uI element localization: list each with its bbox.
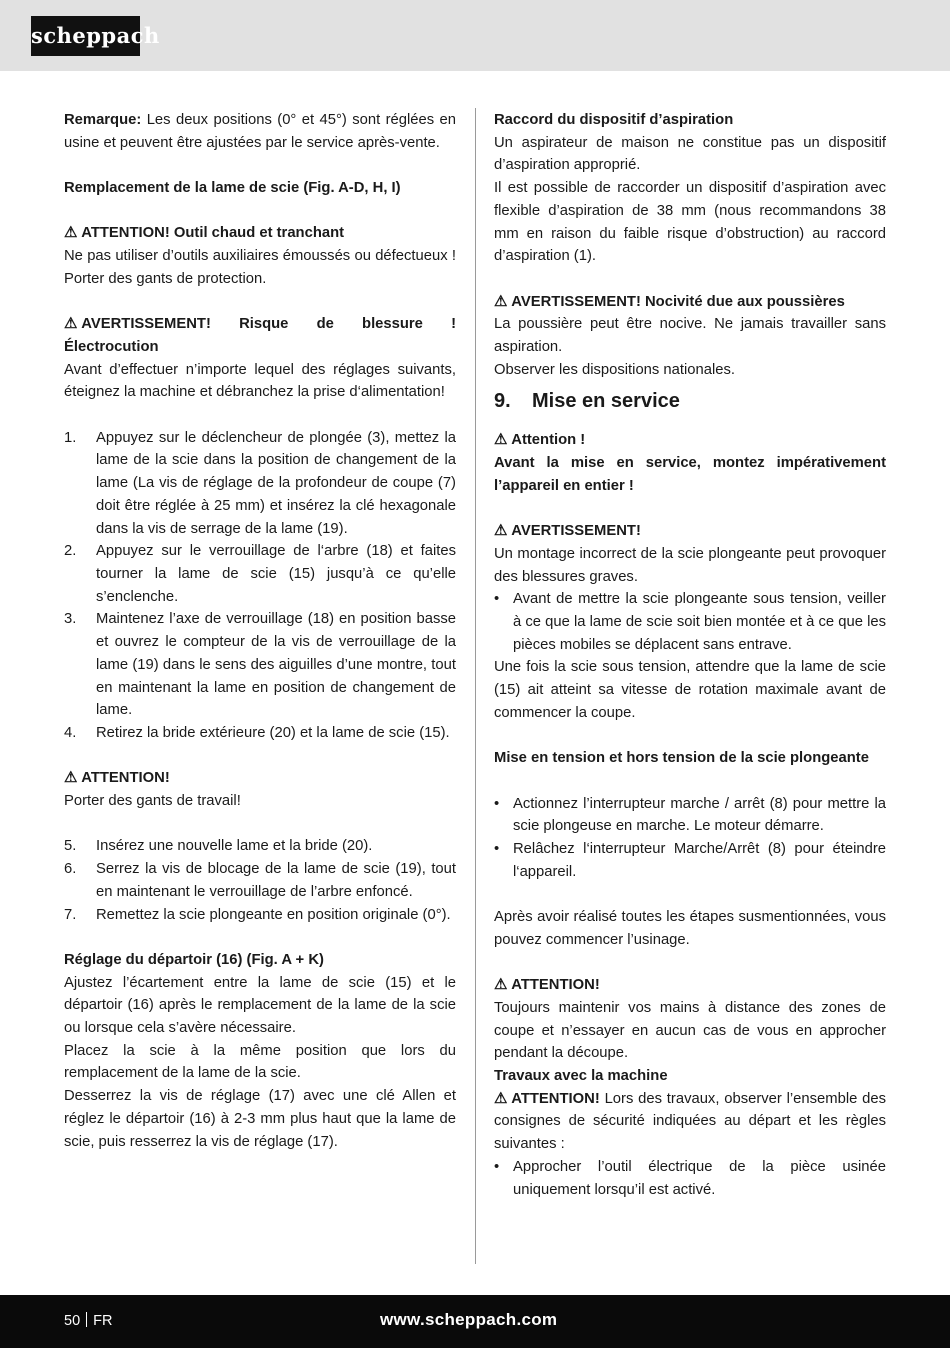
attention-assembly-title: ⚠ Attention ! xyxy=(494,429,886,452)
riving-knife-paragraph-2: Placez la scie à la même position que lors du remplacement de la lame de la scie. xyxy=(64,1042,456,1082)
website-url: www.scheppach.com xyxy=(380,1310,558,1329)
riving-knife-heading: Réglage du départoir (16) (Fig. A + K) xyxy=(64,951,324,968)
right-column xyxy=(494,109,886,1201)
on-off-heading: Mise en tension et hors tension de la scie plongeante xyxy=(494,750,869,767)
attention-hot-sharp-title: ⚠ ATTENTION! Outil chaud et tranchant xyxy=(64,222,456,245)
footer-separator xyxy=(86,1312,87,1327)
list-item: 2. Appuyez sur le verrouillage de l‘arbre (18) et faites tourner la lame de scie (15) jusqu’à ce qu’elle s’enclenche. xyxy=(64,543,456,605)
dust-extraction-paragraph-1: Un aspirateur de maison ne constitue pas un dispositif d’aspiration approprié. xyxy=(494,134,886,174)
list-item: 7. Remettez la scie plongeante en position originale (0°). xyxy=(64,906,451,923)
warning-dust-text-2: Observer les dispositions nationales. xyxy=(494,361,735,378)
warning-injury-title: ⚠ AVERTISSEMENT! Risque de blessure ! Électrocution xyxy=(64,313,456,358)
attention-assembly-text: Avant la mise en service, montez impérativement l’appareil en entier ! xyxy=(494,455,886,494)
on-off-list xyxy=(494,793,886,884)
warning-icon: ⚠ xyxy=(64,225,78,242)
attention-hands-text: Toujours maintenir vos mains à distance des zones de coupe et n’essayer en aucun cas de vous en approcher pendant la découpe. xyxy=(494,999,886,1062)
warning-injury-text: Avant d’effectuer n’importe lequel des réglages suivants, éteignez la machine et débranchez la prise d‘alimentation! xyxy=(64,361,456,401)
section-number: 9. xyxy=(494,390,511,413)
work-attention-paragraph: ⚠ ATTENTION! Lors des travaux, observer l’ensemble des consignes de sécurité indiquées au départ et les règles suivantes : xyxy=(494,1088,886,1156)
dust-extraction-heading: Raccord du dispositif d’aspiration xyxy=(494,112,734,128)
riving-knife-paragraph-3: Desserrez la vis de réglage (17) avec une clé Allen et réglez le départoir (16) à 2-3 mm plus haut que la lame de scie, puis resserrez la vis de réglage (17). xyxy=(64,1088,456,1150)
column-divider xyxy=(475,108,476,1264)
warning-icon: ⚠ xyxy=(494,432,508,449)
list-item: 3. Maintenez l’axe de verrouillage (18) en position basse et ouvrez le compteur de la vis de verrouillage de la lame (19) dans le sens des aiguilles d’une montre, tout en maintenant la lame en position de changement de lame. xyxy=(64,611,456,719)
left-column xyxy=(64,109,456,1153)
list-item: 4. Retirez la bride extérieure (20) et la lame de scie (15). xyxy=(64,724,450,741)
section-title: Mise en service xyxy=(532,390,680,413)
work-heading: Travaux avec la machine xyxy=(494,1068,668,1085)
blade-replacement-heading: Remplacement de la lame de scie (Fig. A-D, H, I) xyxy=(64,180,401,197)
steps-list-a xyxy=(64,427,456,745)
header-bar xyxy=(0,0,950,71)
list-item: 5. Insérez une nouvelle lame et la bride (20). xyxy=(64,838,373,855)
list-item: 6. Serrez la vis de blocage de la lame de scie (19), tout en maintenant le verrouillage de l’arbre enfoncé. xyxy=(64,861,456,900)
dust-extraction-paragraph-2: Il est possible de raccorder un dispositif d’aspiration avec flexible d’aspiration de 38 mm (nous recommandons 38 mm en raison du faible risque d’obstruction) au raccord d’aspiration (1). xyxy=(494,180,886,265)
attention-hands-title: ⚠ ATTENTION! xyxy=(494,974,886,997)
warning-assembly-text: Un montage incorrect de la scie plongeante peut provoquer des blessures graves. xyxy=(494,545,886,585)
warning-assembly-title: ⚠ AVERTISSEMENT! xyxy=(494,520,886,543)
remarque-text: Les deux positions (0° et 45°) sont réglées en usine et peuvent être ajustées par le service après-vente. xyxy=(64,112,456,151)
language-code: FR xyxy=(93,1313,113,1329)
footer-bar xyxy=(0,1295,950,1348)
warning-icon: ⚠ xyxy=(494,1090,508,1107)
warning-icon: ⚠ xyxy=(64,770,78,787)
list-item: 1. Appuyez sur le déclencheur de plongée (3), mettez la lame de la scie dans la position de changement de la lame (La vis de réglage de la profondeur de coupe (7) doit être réglée à 25 mm) et insérez la clé hexagonale dans la vis de serrage de la lame (19). xyxy=(64,429,456,537)
section-heading xyxy=(494,381,886,418)
on-off-after: Après avoir réalisé toutes les étapes susmentionnées, vous pouvez commencer l’usinage. xyxy=(494,909,886,948)
attention-gloves-text: Porter des gants de travail! xyxy=(64,793,241,810)
warning-assembly-after: Une fois la scie sous tension, attendre que la lame de scie (15) ait atteint sa vitesse de rotation maximale avant de commencer la coupe. xyxy=(494,659,886,721)
attention-hot-sharp-text: Ne pas utiliser d’outils auxiliaires émoussés ou défectueux ! Porter des gants de protection. xyxy=(64,248,456,287)
riving-knife-paragraph-1: Ajustez l’écartement entre la lame de scie (15) et le départoir (16) après le remplacement de la lame de la scie ou lorsque cela s’avère nécessaire. xyxy=(64,974,456,1037)
warning-icon: ⚠ xyxy=(494,523,508,540)
list-item: • Relâchez l‘interrupteur Marche/Arrêt (8) pour éteindre l‘appareil. xyxy=(494,841,886,880)
warning-icon: ⚠ xyxy=(64,316,78,333)
remarque-label: Remarque: xyxy=(64,112,142,128)
steps-list-b xyxy=(64,835,456,926)
warning-icon: ⚠ xyxy=(494,977,508,994)
list-item: • Avant de mettre la scie plongeante sous tension, veiller à ce que la lame de scie soit bien montée et à ce que les pièces mobiles se déplacent sans entrave. xyxy=(494,591,886,653)
brand-logo: scheppach xyxy=(31,16,140,56)
list-item: • Approcher l’outil électrique de la pièce usinée uniquement lorsqu’il est activé. xyxy=(494,1158,886,1198)
list-item: • Actionnez l’interrupteur marche / arrêt (8) pour mettre la scie plongeuse en marche. Le moteur démarre. xyxy=(494,795,886,835)
page-number: 50 FR xyxy=(64,1313,113,1329)
warning-dust-title: ⚠ AVERTISSEMENT! Nocivité due aux poussières xyxy=(494,291,886,314)
warning-dust-text-1: La poussière peut être nocive. Ne jamais travailler sans aspiration. xyxy=(494,316,886,356)
warning-icon: ⚠ xyxy=(494,293,508,310)
attention-gloves-title: ⚠ ATTENTION! xyxy=(64,767,456,790)
remarque-paragraph xyxy=(64,109,456,154)
